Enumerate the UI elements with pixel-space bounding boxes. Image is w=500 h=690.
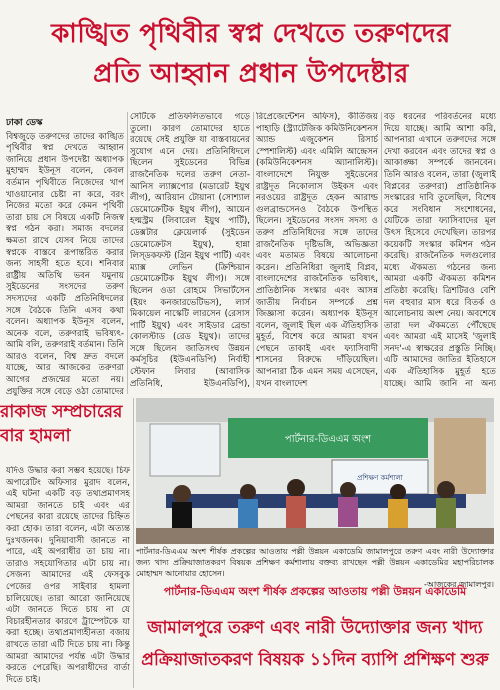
bottom-story-headline-line2: প্রক্রিয়াজাতকরণ বিষয়ক ১১দিন ব্যাপি প্রশিক্ষণ শুরু [141, 650, 489, 670]
article-column-3: রিপ্রেজেন্টেশন অফিস), কীর্তিজয় পাহাড়ি (স্ট্র্যাটেজিক কমিউনিকেশনস অ্যান্ড এজুকেশন রিসার্চ স্পেশালিস্ট) এবং এমিলি আন্দ্রেসন (কমিউনিকেশনস অ্যানালিস্ট)। বাংলাদেশে নিযুক্ত সুইডেনের রাষ্ট্রদূত নিকোলাস উইকস এবং নরওয়ের রাষ্ট্রদূত হেকন আরাল্ড গুলব্রান্ডসেনও বৈঠকে উপস্থিত ছিলেন। সুইডেনের সংসদ সদস্য ও তরুণ প্রতিনিধিদের সঙ্গে তাদের রাজনৈতিক দৃষ্টিভঙ্গি, অভিজ্ঞতা এবং মতামত বিষয়ে আলোচনা করেন। প্রতিনিধিরা জুলাই বিপ্লব, বাংলাদেশের রাজনৈতিক ভবিষ্যৎ, প্রাতিষ্ঠানিক সংস্কার এবং আসন্ন জাতীয় নির্বাচন সম্পর্কে প্রশ্ন জিজ্ঞাসা করেন। অধ্যাপক ইউনূস বলেন, জুলাই ছিল এক ঐতিহাসিক মুহূর্ত, বিশেষ করে আমরা যখন পেছনে তাকাই এবং ফ্যাসিবাদী শাসনের বিরুদ্ধে দাঁড়িয়েছিল। আপনারা ঠিক এমন সময় এসেছেন, যখন বাংলাদেশ [256, 112, 378, 388]
side-story-headline [0, 400, 132, 456]
column-divider [133, 398, 134, 688]
article-column-1-text: বিশ্বজুড়ে তরুণদের তাদের কাঙ্খিত পৃথিবীর স্বপ্ন দেখতে আহ্বান জানিয়ে প্রধান উপদেষ্টা অধ্যাপক মুহাম্মদ ইউনূস বলেন, কেবল বর্তমান পৃথিবীতে নিজেদের খাপ খাওয়ানোর চেষ্টা না করে, বরং নিজের মতো করে কেমন পৃথিবী তারা চায় সে বিষয়ে একটি নিজস্ব স্বপ্ন গঠন করা। সমাজ বদলের ক্ষমতা রাখে যেসব নিয়ে তাদের স্বপ্নকে বাস্তবে রূপান্তরিত করার জন্য সাহসী হতে হবে। শনিবার রাষ্ট্রীয় অতিথি ভবন যমুনায় সুইডেনের সংসদের তরুণ সদস্যদের একটি প্রতিনিধিদলের সঙ্গে বৈঠকে তিনি এসব কথা বলেন। অধ্যাপক ইউনূস বলেন, অনেক বলে, তরুণরাই ভবিষ্যৎ-আমি বলি, তরুণরাই বর্তমান। তিনি আরও বলেন, বিশ্ব দ্রুত বদলে যাচ্ছে, আর আজকের তরুণরা আগের প্রজন্মের মতো নয়। প্রযুক্তির সঙ্গে বেড়ে ওঠা তোমাদের [6, 131, 124, 397]
article-column-2: সেটিকে প্রতিফলিতভাবে গড়ে তুলো। কারণ তোমাদের হাতে রয়েছে সেই প্রযুক্তি যা বাস্তবায়নের সুযোগ এনে দেয়। প্রতিনিধিদলে ছিলেন সুইডেনের বিভিন্ন রাজনৈতিক দলের তরুণ নেতা-আনিস ল্যাক্সপোর (মডারেট ইয়ুথ লীগ), আরিয়ান টোয়ানা (সোশ্যাল ডেমোক্রেটিক ইয়ুথ লীগ), আয়েন হল্মস্ট্রম (লিবারেল ইয়ুথ পার্টি), ডেক্সটার ক্লেয়েলার্ক (সুইডেন ডেমোক্রেটস ইয়ুথ), হান্না লিস্ডকফস্ট (গ্রিন ইয়ুথ পার্টি) এবং ম্যাক্স লেভিন (ক্রিশ্চিয়ান ডেমোক্রেটিক ইয়ুথ লীগ)। সঙ্গে ছিলেন ওডা রোহমে সিভার্টসেন (ইয়ং কনজারভেটিভস), লার্স মিকায়েল নাস্কেটি লারসেন (রেসাস পার্টি ইয়ুথ) এবং সাইডার ব্রেন্ডা কোলস্টাড (রেড ইয়ুথ)। তাদের সঙ্গে ছিলেন জাতিসংঘ উন্নয়ন কর্মসূচির (ইউএনডিপি) নির্বাহী স্টেফান লিবার (আবাসিক প্রতিনিধি, ইউএনডিপি), [130, 112, 250, 388]
photo-screen-text: প্রশিক্ষণ কর্মশালা [357, 474, 403, 482]
side-story-body: যদিও উদ্ধার করা সম্ভব হয়েছে। চিফ অপারেটিং অফিসার মুরাদ বলেন, এই ঘটনা একটি বড় তথ্যপ্রমাণসহ আমরা জানতে চাই এবং এর পেছনের কারা রয়েছে তাদের চিহ্নিত করা হোক। তারা বলেন, এটা অত্যন্ত দুঃখজনক। দুনিয়াবাসী জানতে না পারে, এই অপরাধীর তা চায় না। তারাও সহযোগিতার এটা চায় না। সেজন্য আমাদের এই ফেসবুক পেজের ওপর সাইবার হামলা চালিয়েছে। তারা আরো জানিয়েছে এটা জানতে দিতে চায় না যে বিচারহীনতার কারণে ট্রাম্পেটকে যা করা হচ্ছে। তথ্যপ্রমাণ্যহীনতা বজায় রাখতে তারা এটি দিতে চায় না। কিন্তু আমরা আমাদের পর্যন্ত এটা উদ্ধার করতে পেরেছি। অপরাধীদের বার্তা দিতে চাই। [6, 466, 130, 685]
photo-banner-text: পার্টনার-ডিএএম অংশ [284, 434, 372, 445]
column-divider [127, 112, 128, 394]
bottom-story-kicker: পার্টনার-ডিএএম অংশ শীর্ষক প্রকল্পের আওতায় পল্লী উন্নয়ন একাডেমি [163, 585, 467, 598]
side-story-headline-line2: বার হামলা [0, 426, 71, 446]
bottom-story-headline-line1: জামালপুরে তরুণ এবং নারী উদ্যোক্তার জন্য খাদ্য [147, 618, 483, 638]
column-divider [381, 112, 382, 388]
article-column-1 [6, 118, 124, 398]
photo-caption [136, 546, 494, 589]
photo-credit: -আজকের জামালপুর। [423, 580, 494, 589]
article-column-4: বড় ধরনের পরিবর্তনের মধ্যে দিয়ে যাচ্ছে। আমি আশা করি, আপনারা এখানে তরুণদের সঙ্গে দেখা করবেন এবং তাদের স্বপ্ন ও আকাঙ্ক্ষা সম্পর্কে জানবেন। তিনি আরও বলেন, তারা (জুলাই বিপ্লবের তরুণরা) প্রাতিষ্ঠানিক সংস্কারের দাবি তুলেছিল, বিশেষ করে সংবিধান সংশোধনের, যেটিকে তারা ফ্যাসিবাদের মূল উৎস হিসেবে দেখেছিল। তারপর কয়েকটি সংস্কার কমিশন গঠন করেছি। রাজনৈতিক দলগুলোর মধ্যে ঐকমত্য গঠনের জন্য আমরা একটি ঐকমত্য কমিশন প্রতিষ্ঠা করেছি। ত্রিশটিরও বেশি দল বহুবার মাস ধরে বিতর্ক ও আলোচনায় অংশ নেয়। অবশেষে তারা দল ঐকমত্যে পৌঁছেছে এবং আমরা এই মাসেই 'জুলাই সনদ'-এ স্বাক্ষরের প্রস্তুতি নিচ্ছি। এটি আমাদের জাতির ইতিহাসে এক ঐতিহাসিক মুহূর্ত হতে যাচ্ছে। আমি জানি না অন্য [384, 112, 496, 388]
main-headline-line2: প্রতি আহ্বান প্রধান উপদেষ্টার [93, 59, 409, 89]
column-divider [253, 112, 254, 388]
main-headline [8, 4, 494, 104]
byline: ঢাকা ডেস্ক [6, 118, 43, 128]
bottom-story-headline [136, 600, 494, 688]
main-headline-line1: কাঙ্খিত পৃথিবীর স্বপ্ন দেখতে তরুণদের [51, 19, 451, 49]
side-story-headline-line1: রাকাজ সম্প্রচারের [0, 402, 123, 422]
photo-caption-text: পার্টনার-ডিএএম অংশ শীর্ষক প্রকল্পের আওতায় পল্লী উন্নয়ন একাডেমি জামালপুরে তরুণ এবং নারী উদ্যোক্তার জন্য খাদ্য প্রক্রিয়াজাতকরণ বিষয়ক প্রশিক্ষণ কর্মশালায় বক্তব্য রাখছেন পল্লী উন্নয়ন একাডেমির মহাপরিচালক মোহাম্মদ আনোয়ার হোসেন। [136, 547, 494, 578]
workshop-photo [136, 398, 494, 544]
